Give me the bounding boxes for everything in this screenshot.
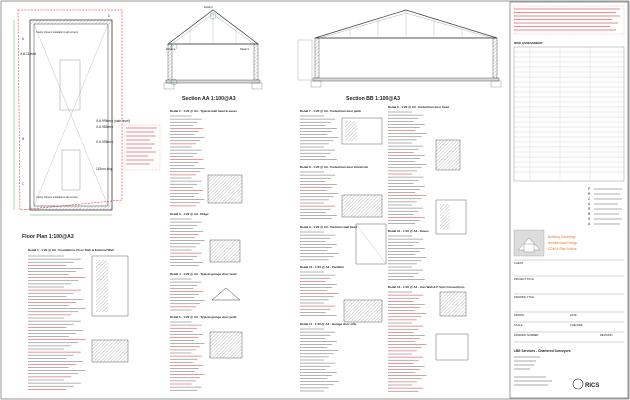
plan-partition bbox=[60, 60, 80, 110]
plan-note: Cavity closers installed to all corners bbox=[36, 31, 78, 34]
detail-label: Detail 2 bbox=[204, 6, 213, 9]
section-wall-right bbox=[493, 38, 497, 78]
detail-drawing bbox=[436, 140, 460, 170]
detail-drawing bbox=[210, 240, 240, 262]
spec-text-lines bbox=[300, 116, 338, 391]
eaves-detail bbox=[298, 40, 312, 80]
legend-letter: Z bbox=[588, 197, 591, 201]
spec-heading: Detail 1 - 1:20 @ A3 - Foundation, Floor Slab & External Wall bbox=[28, 248, 114, 252]
plan-dimension: X-8.11level bbox=[20, 52, 37, 56]
plan-annotation-lines bbox=[124, 125, 160, 170]
legend-letter: B bbox=[588, 212, 591, 216]
spec-heading: Detail 10 - 1:20 @ A3 - Partition bbox=[300, 265, 345, 269]
floor-plan-title: Floor Plan 1:100@A3 bbox=[22, 234, 74, 240]
legend-letter: R bbox=[588, 192, 591, 196]
revision-label: REVISION bbox=[600, 334, 613, 337]
company-name: LBE Services - Chartered Surveyors bbox=[514, 349, 571, 353]
scale-label: SCALE bbox=[514, 324, 523, 327]
foundation-detail bbox=[92, 340, 128, 362]
detail-drawing bbox=[440, 292, 466, 316]
plan-dimension: 115cm slop bbox=[96, 167, 113, 171]
brand-line: Architectural Design bbox=[548, 241, 578, 245]
title-block-frame bbox=[510, 2, 628, 398]
foundation-left bbox=[164, 83, 174, 89]
risk-table-rows bbox=[514, 47, 624, 181]
plan-partition bbox=[62, 150, 80, 190]
section-bb-title: Section BB 1:100@A3 bbox=[346, 96, 401, 102]
detail-drawing bbox=[344, 300, 382, 322]
foundation-left bbox=[311, 81, 321, 87]
spec-text-lines bbox=[170, 116, 205, 390]
spec-heading: Detail 7 - 1:20 @ A3 - Pedestrian door jamb bbox=[300, 109, 361, 113]
spec-heading: Detail 11 - 1:20 @ A3 - Garage door cills bbox=[300, 322, 357, 326]
drawn-label: DRAWN bbox=[514, 314, 524, 317]
section-wall-left bbox=[315, 38, 319, 78]
wall-hatch-bottom bbox=[30, 206, 112, 210]
detail-drawing bbox=[440, 204, 450, 230]
grid-letter-b: B bbox=[22, 137, 25, 141]
title-block bbox=[510, 2, 628, 398]
foundation-detail bbox=[96, 260, 108, 312]
project-title-label: PROJECT TITLE bbox=[514, 278, 534, 281]
spec-heading: Detail 12 - 1:20 @ A3 - Eaves bbox=[388, 229, 429, 233]
grid-letter-d: D bbox=[108, 14, 111, 18]
floor-slab bbox=[313, 78, 499, 81]
plan-dimension: X-6.996mm (slab level) bbox=[96, 119, 130, 123]
grid-letter-c: C bbox=[22, 182, 25, 186]
floor-slab bbox=[166, 80, 260, 83]
rics-logo-icon bbox=[573, 379, 583, 389]
spec-heading: Detail 4 - 1:20 @ A3 - Typical garage door head bbox=[170, 272, 237, 276]
section-aa bbox=[164, 5, 262, 102]
legend-letter: A bbox=[588, 202, 591, 206]
plan-dimension: X-6.965mm bbox=[96, 125, 114, 129]
detail-drawings bbox=[92, 118, 468, 362]
spec-heading: Detail 2 - 1:20 @ A3 - Typical wall head & eaves bbox=[170, 109, 237, 113]
detail-label: Detail 1 bbox=[166, 48, 175, 51]
section-bb bbox=[298, 10, 501, 102]
company-address bbox=[514, 357, 552, 385]
wall-hatch-top bbox=[30, 20, 112, 24]
date-label: DATE bbox=[570, 314, 577, 317]
brand-line: CDM & Risk Advice bbox=[548, 247, 577, 251]
foundation-right bbox=[491, 81, 501, 87]
legend bbox=[588, 187, 622, 226]
detail-label: Detail 3 bbox=[240, 48, 249, 51]
legend-letter: P bbox=[588, 187, 591, 191]
spec-text-lines bbox=[388, 112, 426, 391]
drawing-title-label: DRAWING TITLE bbox=[514, 296, 535, 299]
brand-line: Building Surveying bbox=[548, 235, 576, 239]
drawing-number-label: DRAWING NUMBER bbox=[514, 334, 539, 337]
floor-plan bbox=[14, 10, 160, 240]
detail-drawing bbox=[342, 195, 382, 217]
spec-heading: Detail 5 - 1:20 @ A3 - Typical garage door jamb bbox=[170, 315, 237, 319]
section-wall-right bbox=[254, 44, 258, 80]
detail-diagonal bbox=[356, 224, 386, 264]
risk-assessment-heading: RISK ASSESSMENT bbox=[514, 41, 543, 45]
detail-drawing bbox=[208, 175, 242, 203]
spec-heading: Detail 3 - 1:20 @ A3 - Ridge bbox=[170, 212, 209, 216]
plan-dimension: X-6.996mm bbox=[96, 140, 114, 144]
client-label: CLIENT bbox=[514, 262, 524, 265]
legend-letter: R bbox=[588, 207, 591, 211]
legend-letter: A bbox=[588, 222, 591, 226]
checked-label: CHECKED bbox=[570, 324, 583, 327]
spec-heading: Detail 9 - 1:20 @ A3 - Partition wall head bbox=[300, 225, 357, 229]
brand-block bbox=[514, 230, 578, 256]
plan-note: Cavity closers installed to all corners bbox=[36, 196, 78, 199]
ridge-detail bbox=[212, 288, 240, 300]
spec-text-lines bbox=[28, 256, 86, 389]
detail-drawing bbox=[210, 332, 242, 358]
rics-logo-text: RICS bbox=[585, 383, 600, 389]
detail-drawing bbox=[436, 334, 468, 360]
foundation-right bbox=[252, 83, 262, 89]
copyright-notes bbox=[514, 6, 624, 34]
detail-drawing bbox=[345, 121, 357, 141]
spec-heading: Detail 8 - 1:20 @ A3 - Pedestrian door threshold bbox=[300, 165, 368, 169]
spec-heading: Detail 13 - 1:20 @ A3 - Gas Wall & P Vent Connections bbox=[388, 285, 465, 289]
legend-letter: S bbox=[588, 217, 591, 221]
spec-block-right bbox=[300, 105, 449, 391]
grid-letter-a: A bbox=[22, 37, 25, 41]
section-aa-title: Section AA 1:100@A3 bbox=[182, 96, 236, 102]
spec-heading: Detail 6 - 1:20 @ A3 - Pedestrian door head bbox=[388, 105, 449, 109]
